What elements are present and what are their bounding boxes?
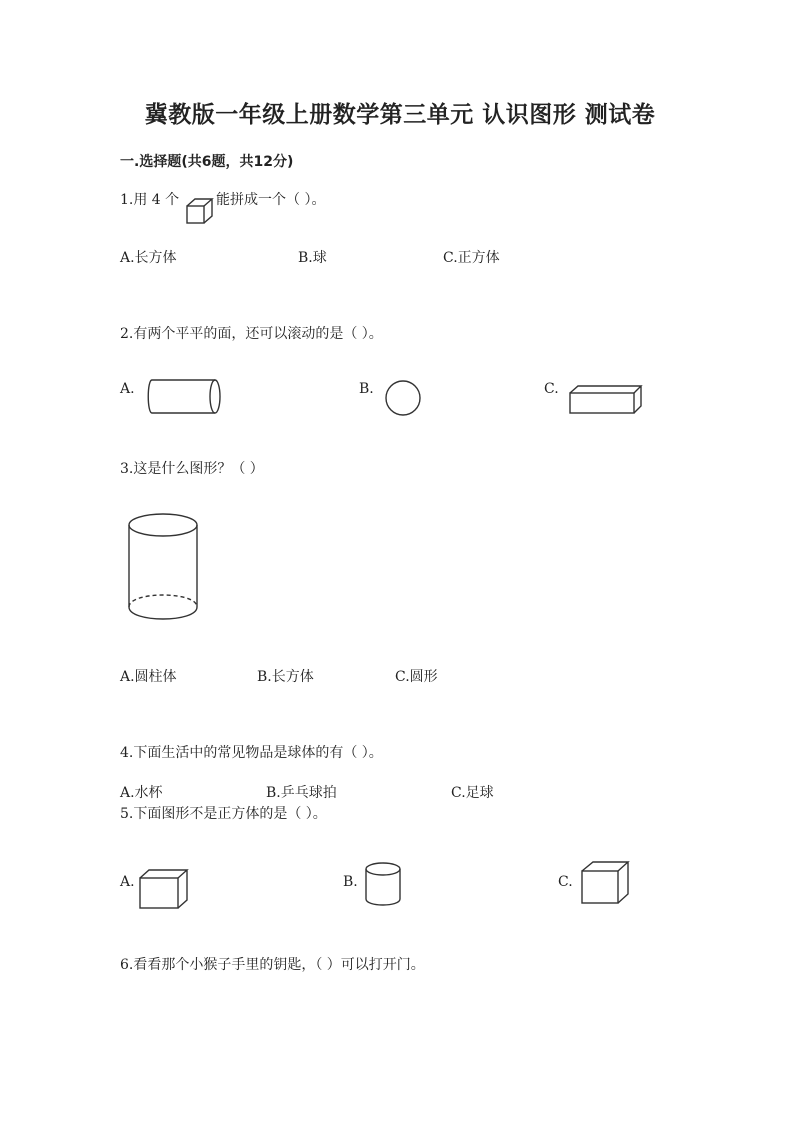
question-3-text: 3.这是什么图形？（ ） <box>120 461 264 477</box>
q3-option-c[interactable]: C.圆形 <box>395 669 438 685</box>
question-1-text-after: 能拼成一个（ ）。 <box>216 192 326 208</box>
page-title: 冀教版一年级上册数学第三单元 认识图形 测试卷 <box>144 102 656 128</box>
q5-option-a[interactable]: A. <box>120 874 135 890</box>
question-2-text: 2.有两个平平的面，还可以滚动的是（ ）。 <box>120 326 383 342</box>
q1-option-c[interactable]: C.正方体 <box>443 250 500 266</box>
q2-option-c[interactable]: C. <box>544 381 559 397</box>
q5-option-c[interactable]: C. <box>558 874 573 890</box>
small-cuboid-icon <box>139 869 189 910</box>
cube-icon <box>581 861 630 904</box>
upright-cylinder-icon <box>128 513 200 623</box>
question-1-text-before: 1.用 4 个 <box>120 192 180 208</box>
q2-option-b[interactable]: B. <box>359 381 374 397</box>
section-heading: 一.选择题(共6题，共12分) <box>120 154 294 170</box>
q1-option-b[interactable]: B.球 <box>298 250 327 266</box>
q4-option-b[interactable]: B.乒乓球拍 <box>266 785 337 801</box>
question-5-text: 5.下面图形不是正方体的是（ ）。 <box>120 806 327 822</box>
q3-option-b[interactable]: B.长方体 <box>257 669 314 685</box>
question-4-text: 4.下面生活中的常见物品是球体的有（ ）。 <box>120 745 383 761</box>
q5-option-b[interactable]: B. <box>343 874 358 890</box>
q4-option-c[interactable]: C.足球 <box>451 785 494 801</box>
small-cylinder-icon <box>364 862 402 907</box>
horizontal-cylinder-icon <box>146 379 222 415</box>
q4-option-a[interactable]: A.水杯 <box>120 785 163 801</box>
circle-icon <box>385 380 422 416</box>
q1-option-a[interactable]: A.长方体 <box>120 250 177 266</box>
cuboid-icon <box>569 385 643 415</box>
q3-option-a[interactable]: A.圆柱体 <box>120 669 177 685</box>
small-cube-icon <box>186 198 214 226</box>
question-6-text: 6.看看那个小猴子手里的钥匙，（ ）可以打开门。 <box>120 957 425 973</box>
q2-option-a[interactable]: A. <box>120 381 135 397</box>
